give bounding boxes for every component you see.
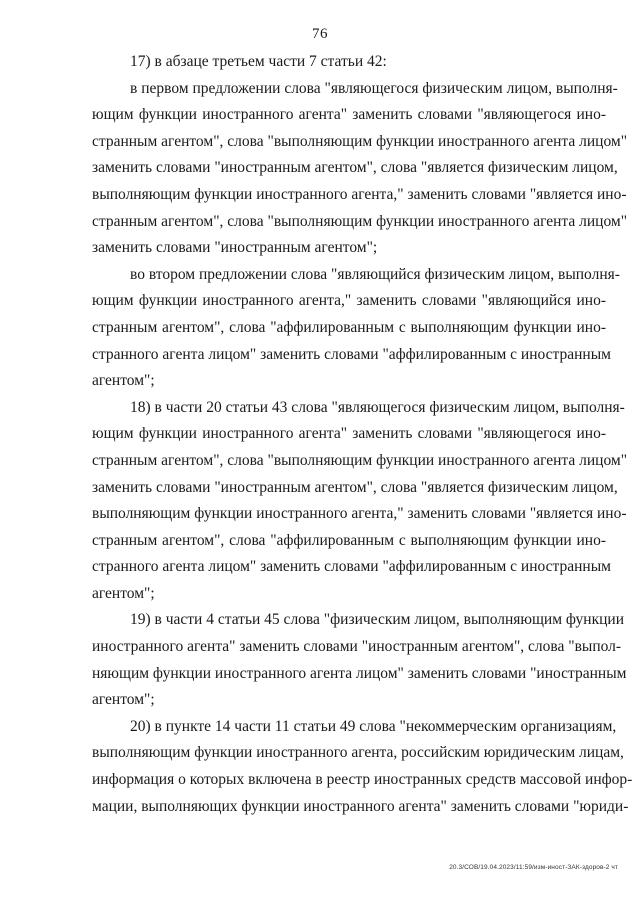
text-line: агентом"; [92,584,155,602]
text-line: 17) в абзаце третьем части 7 статьи 42: [130,53,387,70]
text-line: заменить словами "иностранным агентом", слова "является физическим лицом, [92,159,618,177]
text-line: странным агентом", слова "аффилированным с выполняющим функции ино- [92,531,606,549]
text-line: мации, выполняющих функции иностранного агента" заменить словами "юриди- [92,797,629,815]
text-line: странным агентом", слова "аффилированным с выполняющим функции ино- [92,318,606,336]
text-line: заменить словами "иностранным агентом"; [92,239,378,257]
text-line: иностранного агента" заменить словами "иностранным агентом", слова "выпол- [92,638,622,656]
page-number: 76 [312,26,328,42]
text-line: 18) в части 20 статьи 43 слова "являющегося физическим лицом, выполня- [130,398,625,416]
text-line: странного агента лицом" заменить словами "аффилированным с иностранным [92,558,611,576]
text-line: выполняющим функции иностранного агента," заменить словами "является ино- [92,185,627,203]
text-line: странным агентом", слова "выполняющим функции иностранного агента лицом" [92,132,628,150]
text-line: ющим функции иностранного агента," заменить словами "являющийся ино- [92,292,606,310]
text-line: странным агентом", слова "выполняющим функции иностранного агента лицом" [92,451,628,469]
text-line: няющим функции иностранного агента лицом" заменить словами "иностранным [92,664,627,682]
text-line: странным агентом", слова "выполняющим функции иностранного агента лицом" [92,212,628,230]
text-line: агентом"; [92,691,155,709]
text-line: ющим функции иностранного агента" заменить словами "являющегося ино- [92,425,606,443]
text-line: 19) в части 4 статьи 45 слова "физическим лицом, выполняющим функции [130,611,625,629]
text-line: ющим функции иностранного агента" заменить словами "являющегося ино- [92,106,606,124]
document-body [92,49,633,820]
text-line: выполняющим функции иностранного агента, российским юридическим лицам, [92,744,624,762]
text-line: информация о которых включена в реестр иностранных средств массовой инфор- [92,771,633,789]
document-footer-code: 20.3/СОВ/19.04.2023/11:59/изм-иност-ЗАК-здоров-2 чт [449,864,618,871]
text-line: заменить словами "иностранным агентом", слова "является физическим лицом, [92,478,618,496]
text-line: выполняющим функции иностранного агента," заменить словами "является ино- [92,505,627,523]
text-line: странного агента лицом" заменить словами "аффилированным с иностранным [92,345,611,363]
text-line: агентом"; [92,372,155,390]
text-line: в первом предложении слова "являющегося физическим лицом, выполня- [130,79,618,97]
text-line: 20) в пункте 14 части 11 статьи 49 слова "некоммерческим организациям, [130,717,617,735]
text-line: во втором предложении слова "являющийся физическим лицом, выполня- [130,265,620,283]
